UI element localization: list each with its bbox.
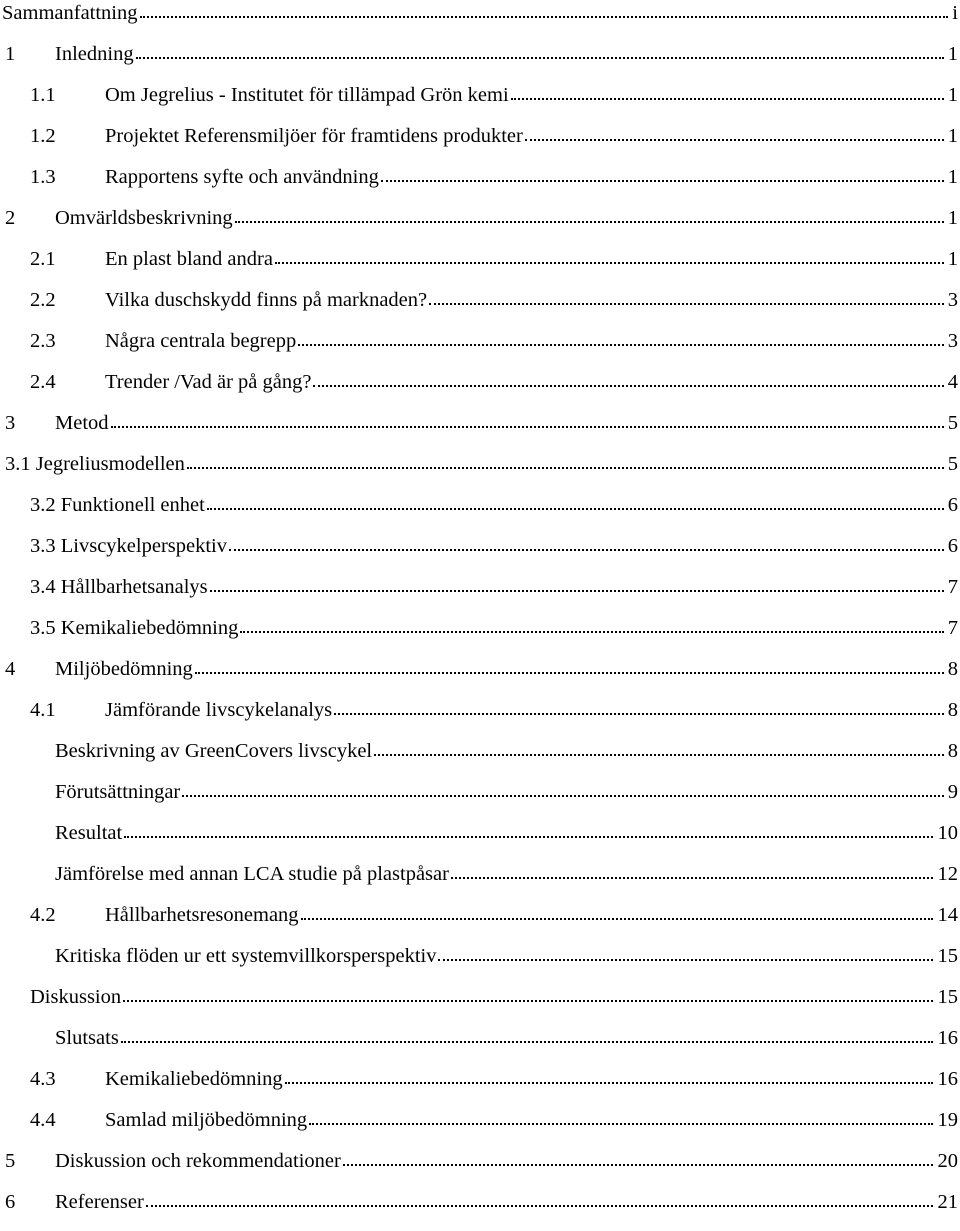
toc-dot-leader <box>429 303 944 305</box>
toc-entry-page: 8 <box>944 699 958 721</box>
toc-entry[interactable] <box>0 205 960 231</box>
toc-entry[interactable] <box>0 615 960 641</box>
toc-entry-page: 16 <box>934 1027 959 1049</box>
toc-entry-title: Trender /Vad är på gång? <box>105 371 312 393</box>
toc-entry-page: 9 <box>944 781 958 803</box>
toc-entry[interactable] <box>0 164 960 190</box>
toc-entry[interactable] <box>0 287 960 313</box>
toc-entry[interactable] <box>0 41 960 67</box>
toc-dot-leader <box>334 713 944 715</box>
toc-dot-leader <box>235 221 944 223</box>
toc-entry-page: 3 <box>944 330 958 352</box>
toc-entry-title: Rapportens syfte och användning <box>105 166 379 188</box>
toc-entry-page: 4 <box>944 371 958 393</box>
toc-entry-number: 2.1 <box>30 248 56 270</box>
toc-entry[interactable] <box>0 1066 960 1092</box>
toc-entry-number: 1.2 <box>30 125 56 147</box>
toc-entry-page: 6 <box>944 494 958 516</box>
toc-dot-leader <box>210 590 944 592</box>
toc-entry-number: 4.1 <box>30 699 56 721</box>
toc-entry[interactable] <box>0 410 960 436</box>
toc-dot-leader <box>121 1041 933 1043</box>
toc-dot-leader <box>123 1000 933 1002</box>
toc-entry-page: 1 <box>944 43 958 65</box>
toc-entry-title: Om Jegrelius - Institutet för tillämpad Grön kemi <box>105 84 509 106</box>
toc-entry-page: 19 <box>934 1109 959 1131</box>
toc-entry[interactable] <box>0 82 960 108</box>
toc-dot-leader <box>301 918 933 920</box>
toc-dot-leader <box>187 467 944 469</box>
toc-entry-title: Inledning <box>55 43 134 65</box>
toc-entry-page: 1 <box>944 207 958 229</box>
toc-dot-leader <box>511 98 944 100</box>
toc-entry-page: 5 <box>944 453 958 475</box>
toc-entry-title: Metod <box>55 412 109 434</box>
toc-dot-leader <box>182 795 944 797</box>
toc-entry-number: 1.1 <box>30 84 56 106</box>
toc-entry-page: 1 <box>944 84 958 106</box>
toc-dot-leader <box>229 549 944 551</box>
toc-entry-number: 1.3 <box>30 166 56 188</box>
toc-entry[interactable] <box>0 1148 960 1174</box>
toc-entry-number: 4.2 <box>30 904 56 926</box>
toc-dot-leader <box>451 877 933 879</box>
toc-entry-number: 6 <box>5 1191 16 1213</box>
toc-dot-leader <box>309 1123 933 1125</box>
toc-entry-number: 2.4 <box>30 371 56 393</box>
toc-entry-page: i <box>948 2 958 24</box>
toc-entry-page: 1 <box>944 248 958 270</box>
toc-dot-leader <box>275 262 944 264</box>
toc-entry-page: 15 <box>934 945 959 967</box>
toc-dot-leader <box>124 836 933 838</box>
toc-entry-title: Några centrala begrepp <box>105 330 297 352</box>
toc-entry[interactable] <box>0 533 960 559</box>
toc-entry-number: 2.2 <box>30 289 56 311</box>
toc-entry-title: Miljöbedömning <box>55 658 193 680</box>
toc-entry-title: Omvärldsbeskrivning <box>55 207 233 229</box>
toc-dot-leader <box>195 672 944 674</box>
toc-dot-leader <box>525 139 944 141</box>
toc-entry-title: Jämförelse med annan LCA studie på plastpåsar <box>55 863 449 885</box>
toc-entry-number: 4 <box>5 658 16 680</box>
toc-entry-page: 3 <box>944 289 958 311</box>
toc-entry[interactable] <box>0 656 960 682</box>
toc-entry-title: Hållbarhetsresonemang <box>105 904 299 926</box>
toc-entry-title: Diskussion och rekommendationer <box>55 1150 341 1172</box>
toc-entry-title: En plast bland andra <box>105 248 273 270</box>
toc-entry-number: 4.3 <box>30 1068 56 1090</box>
toc-entry[interactable] <box>0 738 960 764</box>
toc-entry[interactable] <box>0 492 960 518</box>
toc-entry-title: 3.4 Hållbarhetsanalys <box>30 576 208 598</box>
toc-entry[interactable] <box>0 246 960 272</box>
toc-dot-leader <box>146 1205 933 1207</box>
toc-entry[interactable] <box>0 902 960 928</box>
toc-entry-page: 1 <box>944 166 958 188</box>
toc-entry-number: 2 <box>5 207 16 229</box>
toc-dot-leader <box>111 426 944 428</box>
toc-entry-page: 16 <box>934 1068 959 1090</box>
toc-entry-title: 3.1 Jegreliusmodellen <box>5 453 185 475</box>
toc-entry-number: 2.3 <box>30 330 56 352</box>
toc-entry[interactable] <box>0 1189 960 1215</box>
toc-entry[interactable] <box>0 123 960 149</box>
toc-entry-number: 1 <box>5 43 16 65</box>
toc-entry[interactable] <box>0 328 960 354</box>
toc-dot-leader <box>140 16 948 18</box>
toc-entry-number: 3 <box>5 412 16 434</box>
toc-dot-leader <box>298 344 944 346</box>
toc-entry[interactable] <box>0 697 960 723</box>
toc-dot-leader <box>343 1164 933 1166</box>
toc-entry-page: 8 <box>944 658 958 680</box>
toc-entry-page: 1 <box>944 125 958 147</box>
toc-entry[interactable] <box>0 369 960 395</box>
toc-entry[interactable] <box>0 451 960 477</box>
toc-entry-title: Vilka duschskydd finns på marknaden? <box>105 289 428 311</box>
toc-dot-leader <box>313 385 944 387</box>
toc-entry-title: Förutsättningar <box>55 781 181 803</box>
toc-entry-title: Kritiska flöden ur ett systemvillkorsperspektiv <box>55 945 437 967</box>
toc-entry-page: 15 <box>934 986 959 1008</box>
toc-entry-page: 5 <box>944 412 958 434</box>
toc-entry-page: 10 <box>934 822 959 844</box>
toc-entry-title: Beskrivning av GreenCovers livscykel <box>55 740 373 762</box>
toc-entry-title: Referenser <box>55 1191 144 1213</box>
toc-entry-title: 3.3 Livscykelperspektiv <box>30 535 227 557</box>
toc-entry-title: Slutsats <box>55 1027 119 1049</box>
toc-entry-page: 21 <box>934 1191 959 1213</box>
toc-entry-title: 3.2 Funktionell enhet <box>30 494 205 516</box>
toc-entry[interactable] <box>0 779 960 805</box>
toc-entry[interactable] <box>0 1025 960 1051</box>
toc-entry-page: 7 <box>944 617 958 639</box>
toc-entry-title: Jämförande livscykelanalys <box>105 699 333 721</box>
toc-entry-title: Resultat <box>55 822 123 844</box>
toc-dot-leader <box>136 57 944 59</box>
toc-entry-number: 5 <box>5 1150 16 1172</box>
toc-entry[interactable] <box>0 820 960 846</box>
toc-dot-leader <box>438 959 933 961</box>
toc-entry[interactable] <box>0 0 960 26</box>
toc-dot-leader <box>381 180 944 182</box>
toc-entry[interactable] <box>0 943 960 969</box>
toc-entry-page: 14 <box>934 904 959 926</box>
toc-entry[interactable] <box>0 861 960 887</box>
toc-entry[interactable] <box>0 1107 960 1133</box>
toc-dot-leader <box>240 631 944 633</box>
toc-entry-title: Diskussion <box>30 986 122 1008</box>
toc-entry[interactable] <box>0 984 960 1010</box>
toc-entry-title: Kemikaliebedömning <box>105 1068 283 1090</box>
toc-entry-title: Projektet Referensmiljöer för framtidens produkter <box>105 125 523 147</box>
toc-entry-title: Samlad miljöbedömning <box>105 1109 308 1131</box>
toc-entry-page: 20 <box>934 1150 959 1172</box>
toc-entry-page: 7 <box>944 576 958 598</box>
toc-entry[interactable] <box>0 574 960 600</box>
toc-entry-number: 4.4 <box>30 1109 56 1131</box>
toc-entry-page: 8 <box>944 740 958 762</box>
toc-entry-title: Sammanfattning <box>2 2 138 24</box>
toc-entry-title: 3.5 Kemikaliebedömning <box>30 617 239 639</box>
toc-dot-leader <box>374 754 944 756</box>
toc-dot-leader <box>285 1082 933 1084</box>
toc-dot-leader <box>207 508 944 510</box>
toc-entry-page: 12 <box>934 863 959 885</box>
toc-entry-page: 6 <box>944 535 958 557</box>
